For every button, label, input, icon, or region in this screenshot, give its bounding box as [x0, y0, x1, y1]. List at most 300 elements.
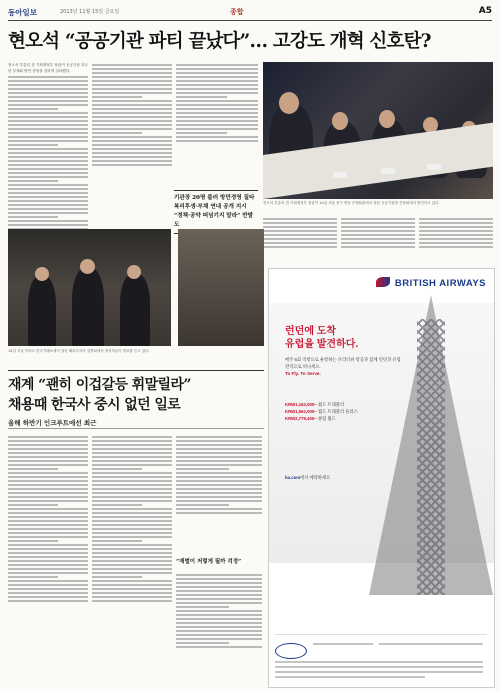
text-line	[263, 222, 337, 224]
text-line	[8, 164, 88, 166]
text-line	[8, 448, 88, 450]
text-line	[176, 440, 262, 442]
text-line	[176, 582, 262, 584]
text-line	[263, 242, 337, 244]
text-line	[176, 108, 258, 110]
text-line	[176, 80, 258, 82]
text-line	[176, 590, 262, 592]
text-line	[8, 580, 88, 582]
text-line	[8, 92, 88, 94]
second-headline-line-2: 채용때 한국사 중시 없던 일로	[8, 397, 181, 413]
text-line	[176, 64, 258, 66]
text-line	[8, 80, 88, 82]
text-line	[176, 68, 258, 70]
text-line	[8, 180, 58, 182]
text-line	[8, 556, 88, 558]
main-story-column-3	[176, 62, 258, 184]
text-line	[176, 72, 258, 74]
text-line	[92, 456, 172, 458]
text-line	[92, 516, 172, 518]
text-line	[176, 512, 262, 514]
text-line	[92, 524, 172, 526]
text-line	[92, 160, 172, 162]
text-line	[176, 484, 262, 486]
main-photo-caption: 현오석 부총리 겸 기획재정부 장관이 14일 서울 중구 명동 은행회관에서 열린 공공기관장 간담회에서 발언하고 있다.	[263, 201, 440, 205]
text-line	[8, 120, 88, 122]
text-line	[176, 476, 262, 478]
text-line	[92, 476, 172, 478]
text-line	[8, 524, 88, 526]
text-line	[8, 520, 88, 522]
text-line	[92, 520, 172, 522]
ad-price-list	[285, 402, 415, 422]
page-header	[8, 7, 492, 19]
text-line	[92, 76, 172, 78]
second-story-photo	[8, 229, 171, 346]
photo-figure	[120, 274, 150, 346]
text-line	[92, 132, 142, 134]
text-line	[176, 602, 262, 604]
text-line	[8, 200, 88, 202]
text-line	[8, 592, 88, 594]
second-headline	[8, 375, 264, 415]
text-line	[92, 128, 172, 130]
name-plate	[333, 172, 347, 178]
text-line	[176, 598, 262, 600]
text-line	[176, 444, 262, 446]
text-line	[92, 508, 172, 510]
main-story-column-7	[419, 216, 493, 266]
text-line	[8, 100, 88, 102]
second-subheadline: 올해 하반기 인크루트에선 최근	[8, 419, 97, 427]
text-line	[8, 552, 88, 554]
second-subheadline-divider	[8, 428, 264, 429]
price-desc: 월드 트래블러	[318, 402, 345, 407]
text-line	[92, 552, 172, 554]
text-line	[176, 578, 262, 580]
text-line	[92, 576, 142, 578]
second-story-column-1	[8, 434, 88, 686]
photo-face	[332, 112, 348, 130]
text-line	[176, 436, 262, 438]
eiffel-lattice	[417, 319, 445, 595]
text-line	[8, 152, 88, 154]
text-line	[176, 104, 258, 106]
text-line	[8, 584, 88, 586]
text-line	[176, 638, 262, 640]
price-value: KRW1,162,000~	[285, 402, 317, 407]
text-line	[92, 536, 172, 538]
ad-tagline-line-1: 런던에 도착	[285, 326, 337, 337]
text-line	[8, 124, 88, 126]
text-line	[8, 456, 88, 458]
text-line	[8, 156, 88, 158]
text-line	[419, 246, 493, 248]
ad-tagline-en: To Fly. To Serve.	[285, 370, 321, 376]
text-line	[92, 64, 172, 66]
text-line	[341, 226, 415, 228]
pullquote-line-3: “정책·공약 떠넘기지 말라” 반발도	[174, 213, 254, 228]
text-line	[92, 544, 172, 546]
text-line	[8, 216, 58, 218]
text-line	[8, 508, 88, 510]
text-line	[92, 140, 172, 142]
text-line	[8, 440, 88, 442]
text-line	[176, 574, 262, 576]
text-line	[8, 196, 88, 198]
text-line	[263, 234, 337, 236]
text-line	[8, 140, 88, 142]
section-label: 종합	[230, 8, 244, 16]
text-line	[92, 448, 172, 450]
text-line	[341, 234, 415, 236]
photo-face	[35, 267, 49, 281]
text-line	[176, 116, 258, 118]
photo-face	[80, 259, 95, 274]
text-line	[8, 172, 88, 174]
text-line	[92, 464, 172, 466]
text-line	[176, 448, 262, 450]
text-line	[176, 452, 262, 454]
text-line	[176, 606, 229, 608]
text-line	[263, 230, 337, 232]
text-line	[176, 136, 258, 138]
text-line	[92, 560, 172, 562]
text-line	[419, 238, 493, 240]
text-line	[92, 592, 172, 594]
photo-figure	[72, 268, 104, 346]
text-line	[8, 148, 88, 150]
text-line	[176, 610, 262, 612]
text-line	[92, 492, 172, 494]
oneworld-logo-icon	[275, 643, 307, 659]
text-line	[92, 136, 172, 138]
text-line	[176, 488, 262, 490]
text-line	[176, 100, 258, 102]
newspaper-logo: 동아일보	[8, 8, 37, 17]
text-line	[92, 496, 172, 498]
text-line	[92, 436, 172, 438]
text-line	[8, 212, 88, 214]
second-inline-subhead: “재벌이 저렇게 될까 걱정”	[176, 559, 242, 565]
text-line	[8, 480, 88, 482]
text-line	[8, 204, 88, 206]
issue-date: 2013년 11월 15일 금요일	[60, 9, 120, 15]
text-line	[176, 456, 262, 458]
text-line	[8, 560, 88, 562]
text-line	[8, 572, 88, 574]
text-line	[176, 76, 258, 78]
text-line	[92, 116, 172, 118]
main-story-lead: 현오석 부총리 겸 기획재정부 장관이 공공기관 과도한 부채와 방만 경영을 강하게 질타했다.	[8, 63, 88, 73]
text-line	[8, 496, 88, 498]
text-line	[8, 168, 88, 170]
text-line	[341, 238, 415, 240]
text-line	[419, 218, 493, 220]
text-line	[176, 480, 262, 482]
text-line	[8, 568, 88, 570]
text-line	[176, 124, 258, 126]
text-line	[8, 144, 58, 146]
text-line	[419, 222, 493, 224]
text-line	[8, 512, 88, 514]
text-line	[8, 116, 88, 118]
text-line	[176, 120, 258, 122]
text-line	[92, 580, 172, 582]
second-story-column-2	[92, 434, 172, 686]
second-story-photo-2	[178, 229, 264, 346]
ad-body-text: 매주 6회 직항으로 운항하는 브리티쉬 항공과 함께 런던과 유럽 전역으로 떠나세요.	[285, 357, 401, 369]
text-line	[92, 112, 172, 114]
text-line	[176, 128, 258, 130]
text-line	[8, 192, 88, 194]
text-line	[8, 128, 88, 130]
text-line	[92, 452, 172, 454]
pullquote-line-1: 기관장 20명 불러 방만경영 질타	[174, 195, 255, 201]
main-story-column-2	[92, 62, 172, 222]
ad-site-suffix: 에서 예약하세요	[300, 475, 331, 480]
text-line	[176, 626, 262, 628]
text-line	[8, 132, 88, 134]
text-line	[176, 622, 262, 624]
text-line	[176, 586, 262, 588]
text-line	[92, 564, 172, 566]
text-line	[8, 464, 88, 466]
text-line	[419, 234, 493, 236]
text-line	[92, 468, 142, 470]
main-headline: 현오석 “공공기관 파티 끝났다”… 고강도 개혁 신호탄?	[8, 31, 431, 52]
text-line	[8, 176, 88, 178]
text-line	[263, 246, 337, 248]
second-headline-line-1: 재계 “괜히 이겁갈등 휘말릴라”	[8, 377, 191, 393]
price-value: KRW1,562,000~	[285, 408, 317, 414]
text-line	[92, 108, 172, 110]
text-line	[92, 68, 172, 70]
text-line	[8, 600, 88, 602]
text-line	[263, 238, 337, 240]
text-line	[8, 224, 88, 226]
text-line	[8, 588, 88, 590]
ad-site-link[interactable]: ba.com	[285, 475, 301, 480]
text-line	[176, 468, 229, 470]
text-line	[8, 468, 58, 470]
text-line	[8, 460, 88, 462]
text-line	[92, 104, 172, 106]
text-line	[92, 528, 172, 530]
text-line	[176, 646, 262, 648]
text-line	[176, 594, 262, 596]
text-line	[419, 242, 493, 244]
text-line	[92, 472, 172, 474]
text-line	[92, 600, 172, 602]
price-value: KRW2,779,400~	[285, 415, 317, 421]
ad-brand: BRITISH AIRWAYS	[394, 278, 486, 289]
text-line	[8, 472, 88, 474]
text-line	[92, 540, 142, 542]
airline-logo-icon	[376, 277, 390, 287]
text-line	[419, 226, 493, 228]
main-story-column-6	[341, 216, 415, 266]
text-line	[8, 532, 88, 534]
ad-site[interactable]	[285, 475, 415, 482]
text-line	[419, 230, 493, 232]
second-story-divider	[8, 370, 264, 371]
text-line	[8, 576, 58, 578]
text-line	[8, 452, 88, 454]
text-line	[176, 88, 258, 90]
text-line	[92, 568, 172, 570]
text-line	[176, 140, 258, 142]
text-line	[8, 564, 88, 566]
text-line	[92, 548, 172, 550]
name-plate	[427, 164, 441, 170]
text-line	[8, 596, 88, 598]
text-line	[176, 508, 262, 510]
text-line	[8, 220, 88, 222]
text-line	[92, 572, 172, 574]
text-line	[92, 480, 172, 482]
page-number: A5	[478, 6, 492, 16]
text-line	[92, 440, 172, 442]
text-line	[341, 230, 415, 232]
text-line	[92, 92, 172, 94]
text-line	[263, 226, 337, 228]
text-line	[176, 504, 229, 506]
text-line	[8, 528, 88, 530]
main-pullquote	[174, 190, 258, 234]
text-line	[176, 492, 262, 494]
text-line	[8, 84, 88, 86]
text-line	[8, 540, 58, 542]
price-row	[285, 416, 415, 423]
text-line	[176, 500, 262, 502]
text-line	[92, 484, 172, 486]
ad-tagline-line-2: 유럽을 발견하다.	[285, 339, 359, 350]
text-line	[92, 460, 172, 462]
text-line	[8, 76, 88, 78]
text-line	[8, 548, 88, 550]
text-line	[8, 476, 88, 478]
text-line	[8, 88, 88, 90]
main-story-column-5	[263, 216, 337, 266]
text-line	[92, 72, 172, 74]
text-line	[92, 124, 172, 126]
text-line	[92, 588, 172, 590]
text-line	[341, 246, 415, 248]
text-line	[8, 184, 88, 186]
text-line	[92, 584, 172, 586]
text-line	[8, 544, 88, 546]
ad-body	[285, 357, 405, 377]
name-plate	[381, 168, 395, 174]
text-line	[176, 614, 262, 616]
price-desc: 클럽 월드	[318, 415, 336, 421]
text-line	[8, 484, 88, 486]
text-line	[92, 500, 172, 502]
text-line	[92, 152, 172, 154]
text-line	[8, 444, 88, 446]
main-story-photo	[263, 62, 493, 199]
second-photo-caption: 14일 서울 여의도 한국거래소에서 열린 해외투자자 설명회에서 참석자들이 발표를 듣고 있다.	[8, 349, 150, 353]
price-row	[285, 409, 415, 416]
photo-face	[127, 265, 141, 279]
pullquote-line-2: 복리후생·부채 연내 공개 지시	[174, 204, 247, 210]
photo-figure	[28, 276, 56, 346]
text-line	[92, 144, 172, 146]
ad-footer	[275, 634, 487, 681]
text-line	[176, 96, 227, 98]
text-line	[176, 464, 262, 466]
text-line	[263, 218, 337, 220]
text-line	[92, 532, 172, 534]
text-line	[341, 242, 415, 244]
text-line	[176, 84, 258, 86]
text-line	[8, 104, 88, 106]
text-line	[92, 596, 172, 598]
text-line	[8, 436, 88, 438]
text-line	[176, 112, 258, 114]
text-line	[176, 132, 227, 134]
text-line	[92, 148, 172, 150]
text-line	[8, 112, 88, 114]
photo-face	[379, 110, 395, 128]
text-line	[92, 88, 172, 90]
text-line	[8, 108, 58, 110]
second-story-column-3a	[176, 434, 262, 554]
text-line	[8, 160, 88, 162]
text-line	[341, 222, 415, 224]
text-line	[92, 164, 172, 166]
text-line	[92, 556, 172, 558]
text-line	[92, 444, 172, 446]
text-line	[92, 512, 172, 514]
price-desc: 월드 트래블러 플러스	[318, 408, 358, 414]
text-line	[8, 500, 88, 502]
text-line	[176, 642, 229, 644]
text-line	[92, 100, 172, 102]
text-line	[8, 188, 88, 190]
text-line	[8, 516, 88, 518]
british-airways-ad[interactable]	[268, 268, 495, 688]
text-line	[176, 618, 262, 620]
photo-face	[279, 92, 299, 114]
text-line	[8, 96, 88, 98]
text-line	[92, 96, 142, 98]
text-line	[341, 218, 415, 220]
text-line	[176, 460, 262, 462]
text-line	[92, 120, 172, 122]
text-line	[8, 492, 88, 494]
text-line	[176, 496, 262, 498]
text-line	[92, 80, 172, 82]
price-row	[285, 402, 415, 409]
text-line	[92, 84, 172, 86]
text-line	[8, 488, 88, 490]
text-line	[176, 634, 262, 636]
text-line	[92, 488, 172, 490]
text-line	[8, 504, 58, 506]
text-line	[8, 136, 88, 138]
header-divider	[8, 20, 492, 21]
text-line	[176, 92, 258, 94]
text-line	[176, 472, 262, 474]
text-line	[8, 536, 88, 538]
second-story-column-3b	[176, 572, 262, 686]
text-line	[176, 630, 262, 632]
text-line	[92, 156, 172, 158]
ad-tagline	[285, 325, 358, 351]
text-line	[8, 208, 88, 210]
